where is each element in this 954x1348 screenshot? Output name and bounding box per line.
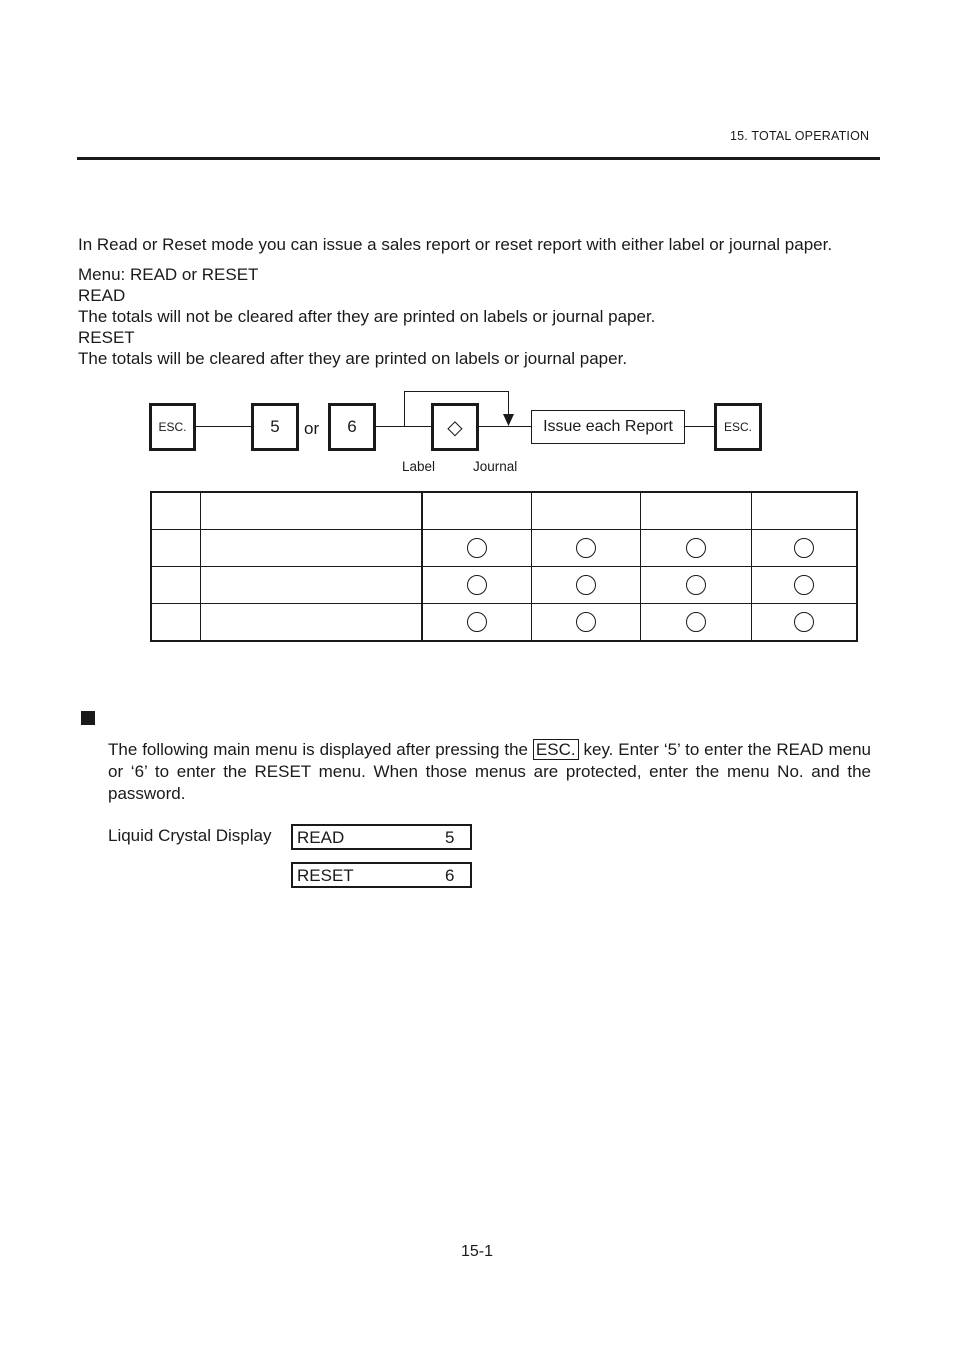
- report-table: [150, 491, 858, 642]
- circle-mark: [686, 612, 706, 632]
- lcd-label: Liquid Crystal Display: [108, 826, 272, 845]
- header-rule: [77, 157, 880, 160]
- esc-key-end: ESC.: [714, 403, 762, 451]
- table-row: [151, 566, 857, 603]
- lcd-line-read: [291, 824, 472, 850]
- or-text: or: [304, 419, 320, 438]
- lcd-line-reset: [291, 862, 472, 888]
- circle-mark: [794, 575, 814, 595]
- loop-line: [404, 391, 405, 427]
- issue-report-box: Issue each Report: [531, 410, 685, 444]
- circle-mark: [794, 538, 814, 558]
- lcd-menu-number: 5: [445, 828, 455, 847]
- circle-mark: [686, 538, 706, 558]
- table-header-row: [151, 492, 857, 529]
- arrow-down-icon: [503, 414, 514, 426]
- section-bullet-icon: [81, 711, 95, 725]
- read-description: The totals will not be cleared after they are printed on labels or journal paper.: [78, 307, 656, 326]
- circle-mark: [467, 575, 487, 595]
- circle-mark: [686, 575, 706, 595]
- lcd-menu-number: 6: [445, 866, 455, 885]
- connector-line: [478, 426, 531, 427]
- lcd-menu-name: RESET: [297, 866, 354, 885]
- page-number: 15-1: [461, 1243, 494, 1260]
- journal-caption: Journal: [473, 459, 518, 474]
- key-6: 6: [328, 403, 376, 451]
- reset-description: The totals will be cleared after they are printed on labels or journal paper.: [78, 349, 628, 368]
- menu-line: Menu: READ or RESET: [78, 265, 259, 284]
- connector-line: [685, 426, 715, 427]
- esc-key-start: ESC.: [149, 403, 196, 451]
- intro-text: In Read or Reset mode you can issue a sales report or reset report with either label or journal paper.: [78, 235, 833, 254]
- circle-mark: [576, 538, 596, 558]
- read-title: READ: [78, 286, 126, 305]
- circle-mark: [576, 575, 596, 595]
- lcd-menu-name: READ: [297, 828, 345, 847]
- table-row: [151, 603, 857, 641]
- loop-line: [404, 391, 509, 392]
- circle-mark: [467, 612, 487, 632]
- circle-mark: [576, 612, 596, 632]
- diamond-key-icon: ◇: [431, 403, 479, 451]
- main-menu-paragraph: The following main menu is displayed after pressing the ESC. key. Enter ‘5’ to enter the READ menu or ‘6’ to enter the RESET menu. When those menus are protected, enter the menu No. and the password.: [108, 740, 871, 803]
- reset-title: RESET: [78, 328, 135, 347]
- label-caption: Label: [402, 459, 436, 474]
- section-header: 15. TOTAL OPERATION: [730, 129, 870, 143]
- table-row: [151, 529, 857, 566]
- key-5: 5: [251, 403, 299, 451]
- connector-line: [196, 426, 252, 427]
- circle-mark: [467, 538, 487, 558]
- circle-mark: [794, 612, 814, 632]
- esc-key-inline: ESC.: [533, 739, 579, 760]
